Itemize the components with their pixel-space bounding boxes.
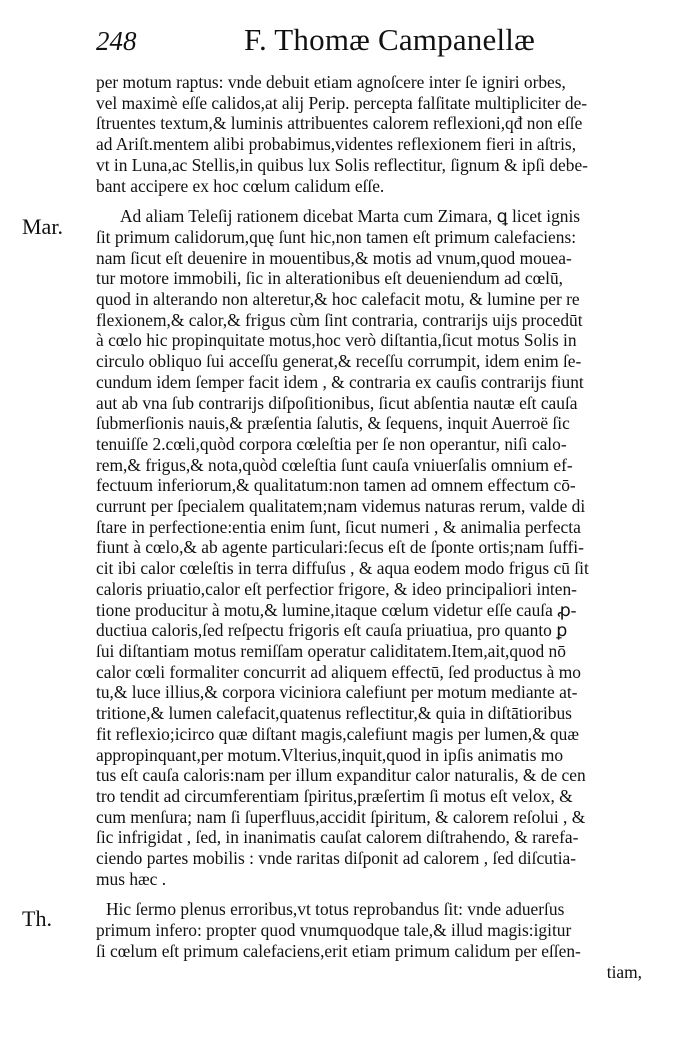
text-line: fit reflexio;icirco quæ diſtant magis,calefiunt magis per lumen,& quæ [96,723,579,744]
page-header [96,20,686,72]
catchword: tiam, [606,961,642,982]
text-line: tro tendit ad circumferentiam ſpiritus,præſertim ſi motus eſt velox, & [96,785,573,806]
text-line: ductiua caloris,ſed reſpectu frigoris eſt cauſa priuatiua, pro quanto ꝑ [96,620,568,641]
text-line: cundum idem ſemper facit idem , & contraria ex cauſis contrarijs fiunt [96,371,584,392]
body-text [96,72,672,982]
text-line: tus eſt cauſa caloris:nam per illum expanditur calor naturalis, & de cen [96,765,586,786]
paragraph-first-line: Ad aliam Teleſij rationem dicebat Marta cum Zimara, ꝗ licet ignis [120,206,581,227]
text-line: vt in Luna,ac Stellis,in quibus lux Solis reflectitur, ſignum & ipſi debe- [96,154,588,175]
text-line: bant accipere ex hoc cœlum calidum eſſe. [96,175,385,196]
text-line: tu,& luce illius,& corpora viciniora calefiunt per motum mediante at- [96,682,578,703]
text-line: ad Ariſt.mentem alibi probabimus,videntes reflexionem fieri in aſtris, [96,134,577,155]
text-line: quod in alterando non alteretur,& hoc calefacit motu, & lumine per re [96,289,580,310]
text-line: appropinquant,per motum.Vlterius,inquit,quod in ipſis animatis mo [96,744,564,765]
text-line: tenuiſſe 2.cœli,quòd corpora cœleſtia per ſe non operantur, niſi calo- [96,433,567,454]
text-line: flexionem,& calor,& frigus cùm ſint contraria, contrarijs uijs procedūt [96,309,583,330]
running-title: F. Thomæ Campanellæ [244,22,535,57]
paragraph-first-line: Hic ſermo plenus erroribus,vt totus reprobandus ſit: vnde aduerſus [106,899,565,920]
text-line: ciendo partes mobilis : vnde raritas diſponit ad calorem , ſed diſcutia- [96,848,577,869]
text-line: ſubmerſionis nauis,& præſentia ſalutis, & ſequens, inquit Auerroë ſic [96,413,570,434]
text-line: ſi cœlum eſt primum calefaciens,erit etiam primum calidum per eſſen- [96,940,581,961]
text-line: calor cœli formaliter concurrit ad aliquem effectū, ſed productus à mo [96,661,581,682]
text-line: cum menſura; nam ſi ſuperfluus,accidit ſpiritum, & calorem reſolui , & [96,806,586,827]
text-line: currunt per ſpecialem qualitatem;nam videmus naturas rerum, valde di [96,496,586,517]
text-line: caloris priuatio,calor eſt perfectior frigore, & ideo principaliori inten- [96,578,577,599]
text-line: rem,& frigus,& nota,quòd cœleſtia ſunt cauſa vniuerſalis omnium ef- [96,454,573,475]
text-line: per motum raptus: vnde debuit etiam agnoſcere inter ſe igniri orbes, [96,72,566,92]
text-line: ſtare in perfectione:entia enim ſunt, ſicut numeri , & animalia perfecta [96,516,581,537]
text-line: fiunt à cœlo,& ab agente particulari:ſecus eſt de ſponte ortis;nam ſuffi- [96,537,584,558]
margin-speaker-thomas: Th. [22,906,52,931]
text-line: circulo obliquo ſui acceſſu generat,& receſſu corrumpit, idem enim ſe- [96,351,582,372]
text-line: tritione,& lumen calefacit,quatenus reflectitur,& quia in diſtātioribus [96,703,572,724]
text-line: aut ab vna ſub contrarijs diſpoſitionibus, ſicut abſentia nautæ eſt cauſa [96,392,578,413]
text-line: tur motore immobili, ſic in alterationibus eſt deueniendum ad cœlū, [96,268,564,289]
text-line: cit ibi calor cœleſtis in terra diffuſus , & aqua eodem modo frigus cū ſit [96,558,589,579]
text-line: tione producitur à motu,& lumine,itaque cœlum videtur eſſe cauſa ꝓ- [96,599,577,620]
text-line: primum infero: propter quod vnumquodque tale,& illud magis:igitur [96,920,572,941]
text-line: ſit primum calidorum,quę ſunt hic,non tamen eſt primum calefaciens: [96,226,577,247]
page-number: 248 [96,26,137,56]
text-line: nam ſicut eſt deuenire in mouentibus,& motis ad vnum,quod moueа- [96,247,572,268]
text-line: à cœlo hic propinquitate motus,hoc verò diſtantia,ſicut motus Solis in [96,330,577,351]
text-line: vel maximè eſſe calidos,at alij Perip. percepta falſitate multipliciter de- [96,92,588,113]
margin-speaker-marta: Mar. [22,214,63,239]
text-line: fectuum inferiorum,& qualitatum:non tamen ad omnem effectum cō- [96,475,576,496]
text-line: ſui diſtantiam motus remiſſam operatur caliditatem.Item,ait,quod nō [96,640,566,661]
text-line: mus hæc . [96,868,167,889]
text-line: ſic infrigidat , ſed, in inanimatis cauſat calorem diſtrahendo, & rarefa- [96,827,579,848]
text-line: ſtruentes textum,& luminis attribuentes calorem reflexioni,qđ non eſſe [96,113,583,134]
